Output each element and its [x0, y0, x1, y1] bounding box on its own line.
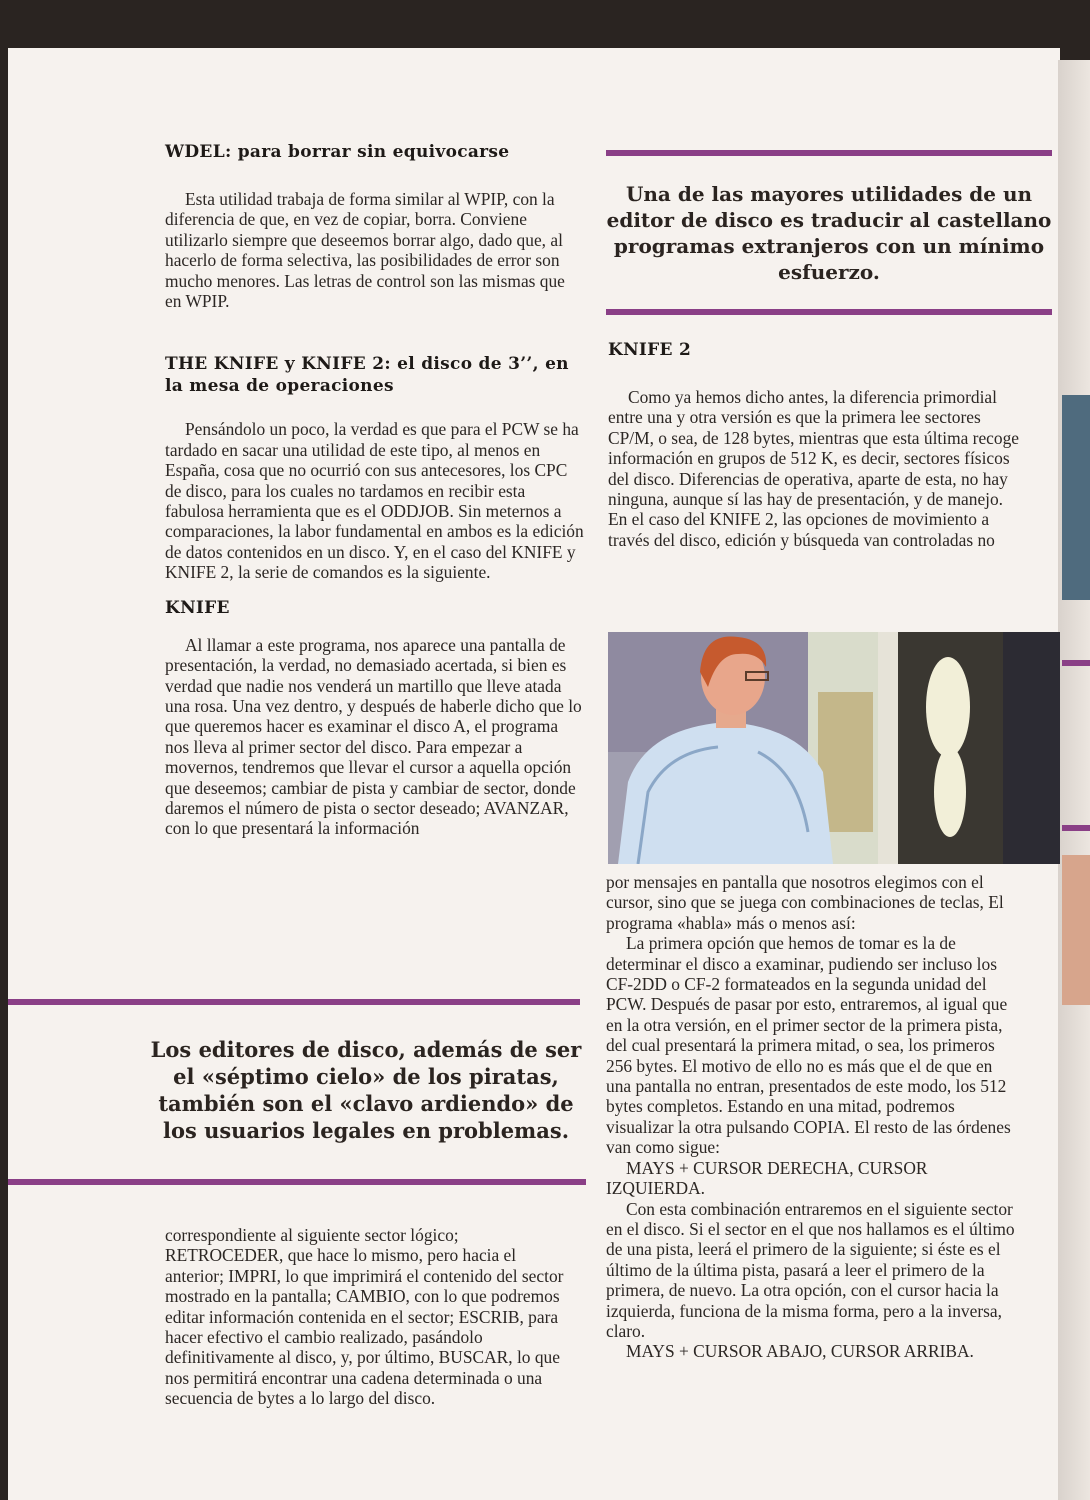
left-pull-quote: Los editores de disco, además de ser el «séptimo cielo» de los piratas, también son el «clavo ardiendo» de los usuarios legales en problemas. — [150, 1037, 582, 1143]
continuation-paragraph: correspondiente al siguiente sector lógico; RETROCEDER, que hace lo mismo, pero hacia el anterior; IMPRI, lo que imprimirá el contenido del sector mostrado en la pantalla; CAMBIO, con lo que podremos editar información contenida en el sector; ESCRIB, para hacer efectivo el cambio realizado, pasándolo definitivamente al disco, y, por último, BUSCAR, lo que nos permitirá encontrar una cadena determinada o una secuencia de bytes a lo largo del disco. — [165, 1225, 564, 1409]
knife-paragraph: Al llamar a este programa, nos aparece una pantalla de presentación, la verdad, no demasiado acertada, si bien es verdad que nadie nos venderá un martillo que lleve atada una rosa. Una vez dentro, y después de haberle dicho que lo que queremos hacer es examinar el disco A, el programa nos lleva al primer sector del disco. Para empezar a movernos, tendremos que llevar el cursor a aquella opción que deseemos; cambiar de pista y cambiar de sector, donde daremos el número de pista o sector deseado; AVANZAR, con lo que presentará la información — [165, 634, 582, 839]
left-column-top — [165, 141, 585, 839]
pull-quote-rule-bottom — [8, 1179, 586, 1185]
continuation-1: por mensajes en pantalla que nosotros elegimos con el cursor, sino que se juega con combinaciones de teclas, El programa «habla» más o menos así: — [606, 872, 1004, 933]
command-1: MAYS + CURSOR DERECHA, CURSOR IZQUIERDA. — [606, 1157, 928, 1199]
illustration-man-at-door — [608, 632, 1060, 864]
knife-section-heading: THE KNIFE y KNIFE 2: el disco de 3’’, en la mesa de operaciones — [165, 354, 569, 397]
continuation-2: La primera opción que hemos de tomar es la de determinar el disco a examinar, pudiendo ser incluso los CF-2DD o CF-2 formateados en la segunda unidad del PCW. Después de pasar por esto, entraremos, al igual que en la otra versión, en el primer sector de la primera pista, del cual presentará la primera mitad, o sea, los primeros 256 bytes. El motivo de ello no es más que el de que en una pantalla no entran, presentados de este modo, los 512 bytes completos. Estando en una mitad, podremos visualizar la otra pulsando COPIA. El resto de las órdenes van como sigue: — [606, 933, 1011, 1158]
next-page-photo-strip-2 — [1062, 855, 1090, 1005]
next-page-edge — [1058, 60, 1090, 1500]
left-column-bottom — [165, 1225, 565, 1409]
continuation-3: Con esta combinación entraremos en el siguiente sector en el disco. Si el sector en el que nos hallamos es el último de una pista, leerá el primero de la siguiente; si éste es el último de la última pista, pasará a leer el primero de la primera, de nuevo. La otra opción, con el cursor hacia la izquierda, funciona de la misma forma, pero a la inversa, claro. — [606, 1198, 1015, 1341]
right-pull-quote: Una de las mayores utilidades de un editor de disco es traducir al castellano programas extranjeros con un mínimo esfuerzo. — [606, 182, 1052, 284]
command-2: MAYS + CURSOR ABAJO, CURSOR ARRIBA. — [626, 1341, 974, 1362]
right-pull-quote-rule-bottom — [606, 309, 1052, 315]
wdel-paragraph: Esta utilidad trabaja de forma similar al WPIP, con la diferencia de que, en vez de copiar, borra. Conviene utilizarlo siempre que deseemos borrar algo, dado que, al hacerlo de forma selectiva, las posibilidades de error son mucho menores. Las letras de control son las mismas que en WPIP. — [165, 189, 565, 312]
next-page-photo-strip — [1062, 395, 1090, 600]
next-page-rule-2 — [1062, 825, 1090, 831]
wdel-heading: WDEL: para borrar sin equivocarse — [165, 142, 510, 162]
knife-heading: KNIFE — [165, 597, 230, 618]
pull-quote-rule-top — [8, 999, 580, 1005]
right-column-bottom — [606, 872, 1018, 1362]
right-column-top — [608, 339, 1020, 550]
right-pull-quote-rule-top — [606, 150, 1052, 156]
knife-section-paragraph: Pensándolo un poco, la verdad es que para el PCW se ha tardado en sacar una utilidad de este tipo, al menos en España, cosa que no ocurrió con sus antecesores, los CPC de disco, para los cuales no tardamos en recibir esta fabulosa herramienta que es el ODDJOB. Sin meternos a comparaciones, la labor fundamental en ambos es la edición de datos contenidos en un disco. Y, en el caso del KNIFE y KNIFE 2, la serie de comandos es la siguiente. — [165, 419, 584, 583]
next-page-rule — [1062, 660, 1090, 666]
knife2-heading: KNIFE 2 — [608, 340, 692, 360]
knife2-paragraph: Como ya hemos dicho antes, la diferencia primordial entre una y otra versión es que la primera lee sectores CP/M, o sea, de 128 bytes, mientras que esta última recoge información en grupos de 512 K, es decir, sectores físicos del disco. Diferencias de operativa, aparte de esta, no hay ninguna, aunque sí las hay de presentación, y de manejo. En el caso del KNIFE 2, las opciones de movimiento a través del disco, edición y búsqueda van controladas no — [608, 387, 1019, 550]
